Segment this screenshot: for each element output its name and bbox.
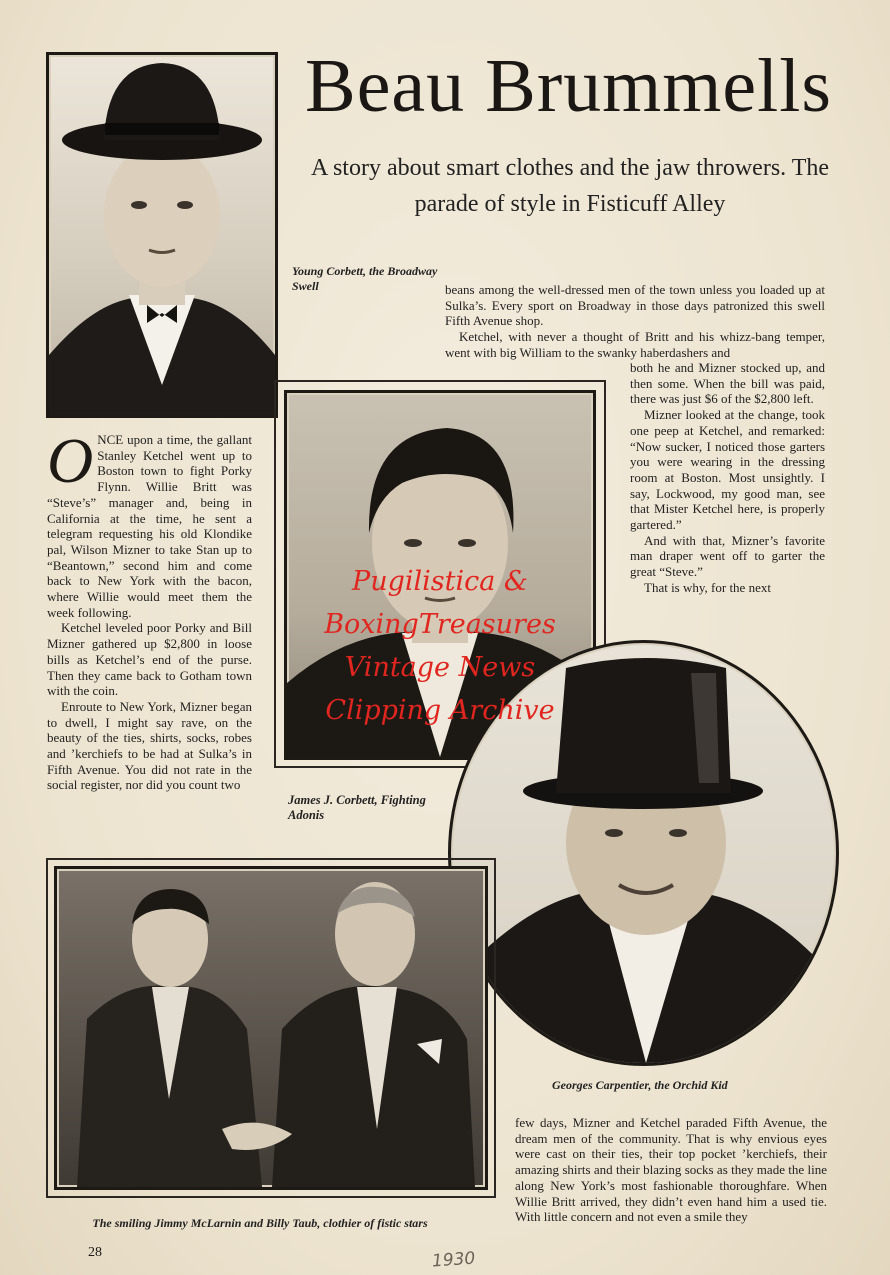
watermark-line: Pugilistica & [352,566,528,597]
mclarnin-taub-portrait [57,869,485,1187]
young-corbett-portrait [49,55,275,415]
article-col-bottom-right [515,1115,827,1225]
paragraph: few days, Mizner and Ketchel paraded Fifth Avenue, the dream men of the community. That is why envious eyes were cast on their ties, their top pocket ’kerchiefs, their amazing shirts and their blazing socks as they made the line along New York’s most fashionable thoroughfare. When Willie Britt arrived, they didn’t even hand him a used tie. With little concern and not even a smile they [515,1115,827,1225]
paragraph: Ketchel, with never a thought of Britt and his whizz-bang temper, went with big William to the swanky haberdashers and [445,329,825,360]
article-col-right-top [445,282,825,361]
paragraph: Enroute to New York, Mizner began to dwell, I might say rave, on the beauty of the ties, shirts, socks, robes and ’kerchiefs to be had at Sulka’s in Fifth Avenue. You did not rate in the social register, nor did you count two [47,698,252,793]
paragraph: And with that, Mizner’s favorite man draper went off to garter the great “Steve.” [630,532,825,580]
paragraph-text: NCE upon a time, the gallant Stanley Ketchel went up to Boston town to fight Porky Flynn. Willie Britt was “Steve’s” manager and, being in California at the time, he sent a telegram requesting his old Klondike pal, Wilson Mizner to take Stan up to “Beantown,” second him and come back to New York with the bacon, where Willie would meet them the week following. [47,432,252,620]
caption-georges-carpentier: Georges Carpentier, the Orchid Kid [552,1078,728,1092]
watermark-line: BoxingTreasures [324,609,556,640]
caption-james-corbett: James J. Corbett, Fighting Adonis [288,793,426,822]
handwritten-year: 1930 [431,1248,476,1272]
paragraph: beans among the well-dressed men of the town unless you loaded up at Sulka’s. Every sport on Broadway in those days patronized this swell Fifth Avenue shop. [445,282,825,329]
paragraph: That is why, for the next [644,579,771,595]
photo-young-corbett [46,52,278,418]
paragraph: Ketchel leveled poor Porky and Bill Mizner gathered up $2,800 in loose bills as Ketchel’s end of the purse. Then they came back to Gotham town with the coin. [47,620,252,699]
article-subtitle: A story about smart clothes and the jaw throwers. The parade of style in Fisticuff Alley [310,155,830,217]
paragraph [47,425,252,620]
caption-mclarnin-taub: The smiling Jimmy McLarnin and Billy Taub, clothier of fistic stars [92,1216,428,1230]
archive-watermark [300,560,580,732]
caption-young-corbett: Young Corbett, the Broadway Swell [292,264,438,293]
article-title: Beau Brummells [305,44,832,128]
watermark-line: Clipping Archive [325,695,555,726]
watermark-line: Vintage News [344,652,536,683]
article-col-right-narrow [630,360,825,596]
page-number: 28 [88,1245,102,1260]
paragraph: Mizner looked at the change, took one peep at Ketchel, and remarked: “Now sucker, I noticed those garters you were wearing in the dressing room at Boston. Most unsightly. I say, Lockwood, my good man, see that Mister Ketchel here, is properly gartered.” [630,407,825,533]
photo-mclarnin-taub [54,866,488,1190]
paragraph: both he and Mizner stocked up, and then some. When the bill was paid, there was just $6 of the $2,800 left. [630,360,825,407]
drop-cap: O [47,425,94,496]
article-col-left [47,425,252,793]
